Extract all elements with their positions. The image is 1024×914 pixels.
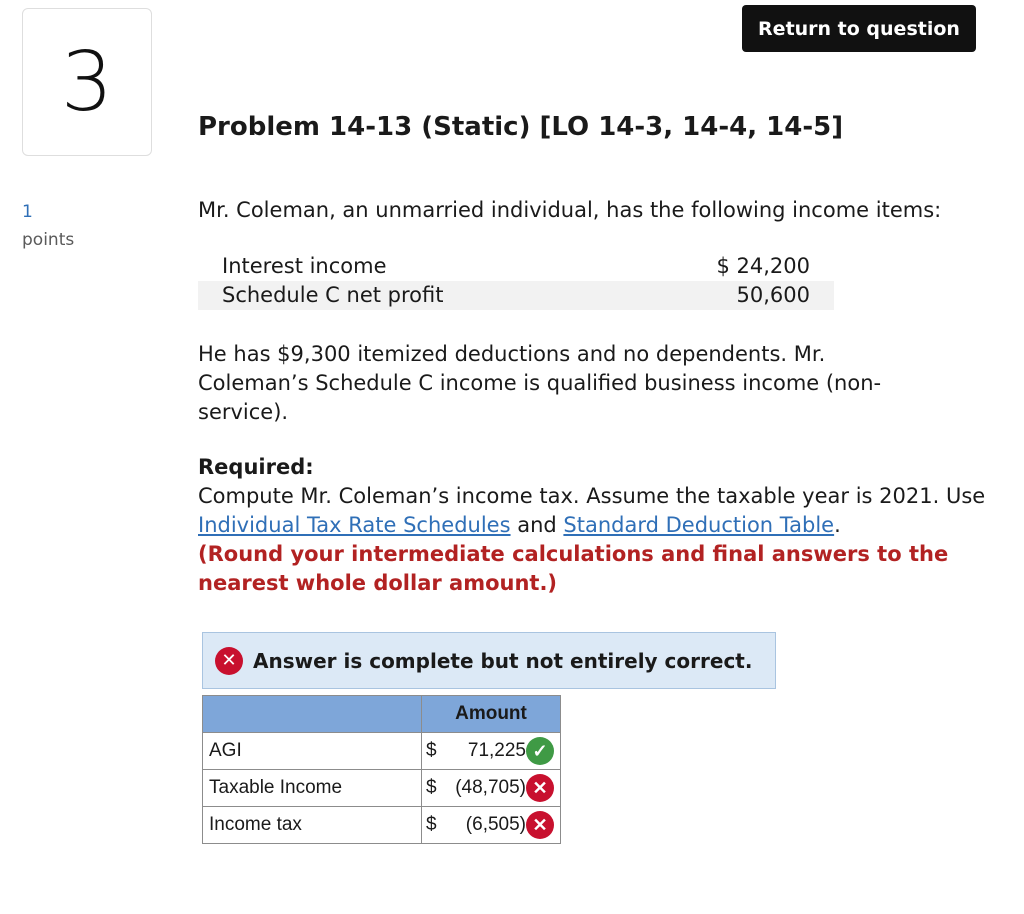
table-row — [203, 807, 561, 844]
return-to-question-button[interactable]: Return to question — [742, 5, 976, 52]
row-label-income-tax: Income tax — [203, 807, 422, 844]
taxable-income-input[interactable]: (48,705) — [455, 777, 526, 798]
row-label-agi: AGI — [203, 733, 422, 770]
question-number-card — [22, 8, 152, 156]
income-tax-answer-cell — [422, 807, 561, 844]
required-section — [198, 453, 988, 598]
taxable-income-answer-cell — [422, 770, 561, 807]
dollar-sign: $ — [426, 814, 437, 835]
income-label: Interest income — [222, 254, 387, 278]
points-value: 1 — [22, 202, 33, 222]
row-label-taxable-income: Taxable Income — [203, 770, 422, 807]
income-label: Schedule C net profit — [222, 283, 444, 307]
points-label: points — [22, 230, 75, 250]
dollar-sign: $ — [426, 777, 437, 798]
standard-deduction-table-link[interactable]: Standard Deduction Table — [563, 513, 835, 537]
rounding-instruction: (Round your intermediate calculations and final answers to the nearest whole dollar amount.) — [198, 542, 949, 595]
period-text: . — [834, 513, 841, 537]
answer-table — [202, 695, 561, 844]
answer-table-header-row — [203, 696, 561, 733]
problem-title: Problem 14-13 (Static) [LO 14-3, 14-4, 14-5] — [198, 112, 844, 142]
answer-table-header-blank — [203, 696, 422, 733]
checkmark-icon: ✓ — [526, 737, 554, 765]
agi-answer-cell — [422, 733, 561, 770]
income-items-table — [198, 252, 834, 310]
income-row — [198, 281, 834, 310]
x-icon: ✕ — [526, 774, 554, 802]
x-circle-icon: ✕ — [215, 647, 243, 675]
required-text: Compute Mr. Coleman’s income tax. Assume the taxable year is 2021. Use — [198, 484, 986, 508]
agi-input[interactable]: 71,225 — [467, 740, 526, 761]
amount-column-header: Amount — [422, 696, 561, 733]
income-row — [198, 252, 834, 281]
table-row — [203, 733, 561, 770]
problem-intro: Mr. Coleman, an unmarried individual, has the following income items: — [198, 198, 942, 222]
required-label: Required: — [198, 455, 314, 479]
answer-status-banner — [202, 632, 776, 689]
tax-rate-schedules-link[interactable]: Individual Tax Rate Schedules — [198, 513, 511, 537]
and-text: and — [510, 513, 564, 537]
income-amount: 50,600 — [736, 283, 810, 307]
income-tax-input[interactable]: (6,505) — [465, 814, 526, 835]
problem-description: He has $9,300 itemized deductions and no dependents. Mr. Coleman’s Schedule C income is qualified business income (non-service). — [198, 342, 882, 424]
x-icon: ✕ — [526, 811, 554, 839]
dollar-sign: $ — [426, 740, 437, 761]
points-info — [22, 198, 74, 254]
question-number: 3 — [60, 34, 114, 130]
table-row — [203, 770, 561, 807]
answer-status-text: Answer is complete but not entirely correct. — [253, 648, 753, 673]
income-amount: $ 24,200 — [716, 254, 810, 278]
